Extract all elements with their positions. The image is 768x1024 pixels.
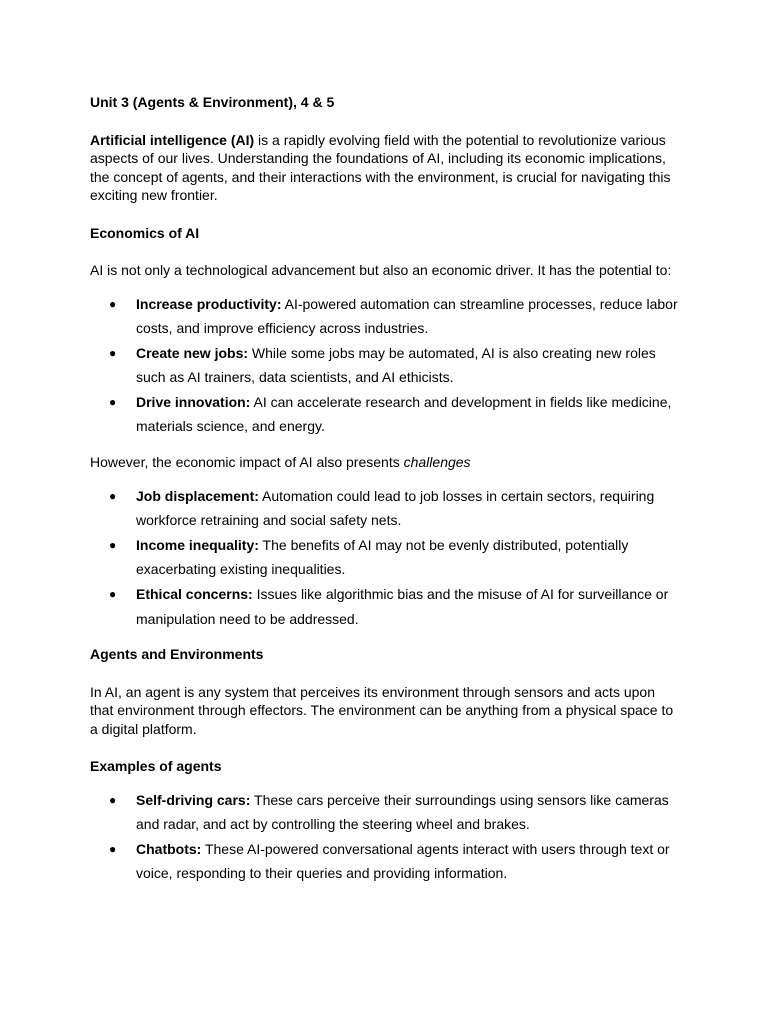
bullet-icon: ● — [109, 394, 117, 409]
list-item — [90, 341, 680, 390]
bullet-icon: ● — [109, 537, 117, 552]
list-item-bold: Income inequality: — [136, 536, 259, 553]
list-item — [90, 390, 680, 439]
document-body — [90, 93, 680, 886]
challenges-word: challenges — [403, 454, 471, 471]
list-item-bold: Self-driving cars: — [136, 791, 251, 808]
list-item — [90, 533, 680, 582]
list-item-bold: Drive innovation: — [136, 393, 251, 410]
examples-heading: Examples of agents — [90, 758, 222, 775]
list-item — [90, 788, 680, 837]
bullet-icon: ● — [109, 586, 117, 601]
list-item-text: AI-powered automation can streamline processes, reduce labor costs, and improve efficiency across industries. — [136, 295, 678, 337]
list-item-text: Issues like algorithmic bias and the misuse of AI for surveillance or manipulation need to be addressed. — [136, 585, 669, 627]
list-item-text: These cars perceive their surroundings using sensors like cameras and radar, and act by controlling the steering wheel and brakes. — [136, 791, 669, 833]
list-item-bold: Increase productivity: — [136, 295, 282, 312]
list-item — [90, 292, 680, 341]
list-item-text: These AI-powered conversational agents interact with users through text or voice, responding to their queries and providing information. — [136, 840, 670, 882]
challenges-lead-text: However, the economic impact of AI also presents — [90, 454, 404, 471]
list-item-bold: Create new jobs: — [136, 344, 249, 361]
bullet-icon: ● — [109, 792, 117, 807]
list-item-bold: Ethical concerns: — [136, 585, 253, 602]
bullet-icon: ● — [109, 296, 117, 311]
examples-list — [90, 788, 680, 886]
challenges-lead — [90, 453, 680, 472]
list-item-text: Automation could lead to job losses in certain sectors, requiring workforce retraining and social safety nets. — [136, 487, 655, 529]
agents-paragraph: In AI, an agent is any system that perceives its environment through sensors and acts upon that environment through effectors. The environment can be anything from a physical space to a digital platform. — [90, 683, 674, 737]
list-item-text: The benefits of AI may not be evenly distributed, potentially exacerbating existing inequalities. — [136, 536, 629, 578]
intro-bold: Artificial intelligence (AI) — [90, 131, 255, 148]
economics-lead: AI is not only a technological advancement but also an economic driver. It has the potential to: — [90, 262, 672, 278]
list-item-text: While some jobs may be automated, AI is also creating new roles such as AI trainers, data scientists, and AI ethicists. — [136, 344, 656, 386]
agents-heading: Agents and Environments — [90, 646, 264, 663]
list-item — [90, 837, 680, 886]
intro-text: is a rapidly evolving field with the potential to revolutionize various aspects of our lives. Understanding the foundations of AI, including its economic implications, the concept of agents, and their interactions with the environment, is crucial for navigating this exciting new frontier. — [90, 131, 671, 203]
document-title: Unit 3 (Agents & Environment), 4 & 5 — [90, 94, 335, 110]
bullet-icon: ● — [109, 488, 117, 503]
list-item-bold: Job displacement: — [136, 487, 259, 504]
economics-heading: Economics of AI — [90, 224, 200, 241]
bullet-icon: ● — [109, 841, 117, 856]
economics-potential-list — [90, 292, 680, 440]
bullet-icon: ● — [109, 345, 117, 360]
intro-paragraph — [90, 131, 680, 205]
list-item-bold: Chatbots: — [136, 840, 202, 857]
list-item-text: AI can accelerate research and development in fields like medicine, materials science, and energy. — [136, 393, 672, 435]
list-item — [90, 484, 680, 533]
list-item — [90, 582, 680, 631]
challenges-list — [90, 484, 680, 632]
